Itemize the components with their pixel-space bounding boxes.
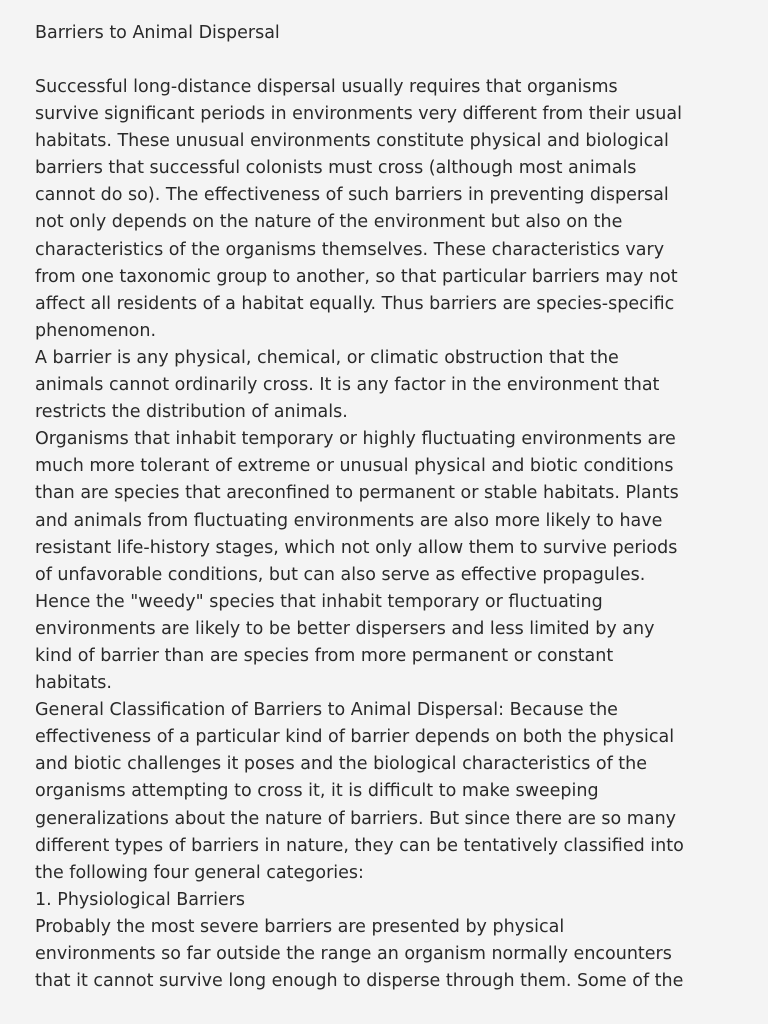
text-line: organisms attempting to cross it, it is difficult to make sweeping xyxy=(35,781,599,802)
text-line: different types of barriers in nature, they can be tentatively classified into xyxy=(35,835,684,856)
paragraph-general-classification xyxy=(35,697,748,887)
text-line: General Classification of Barriers to Animal Dispersal: Because the xyxy=(35,700,618,721)
text-line: habitats. xyxy=(35,673,112,694)
text-line: Hence the "weedy" species that inhabit temporary or fluctuating xyxy=(35,591,603,612)
section-heading-physiological-barriers xyxy=(35,887,748,914)
paragraph-physiological-barriers xyxy=(35,914,748,995)
text-line: the following four general categories: xyxy=(35,862,364,883)
text-line: than are species that areconfined to permanent or stable habitats. Plants xyxy=(35,483,679,504)
text-line: cannot do so). The effectiveness of such barriers in preventing dispersal xyxy=(35,185,669,206)
text-line: resistant life-history stages, which not only allow them to survive periods xyxy=(35,537,678,558)
text-line: generalizations about the nature of barriers. But since there are so many xyxy=(35,808,677,829)
text-line: Organisms that inhabit temporary or highly fluctuating environments are xyxy=(35,429,676,450)
text-line: survive significant periods in environments very different from their usual xyxy=(35,104,682,125)
text-line: barriers that successful colonists must cross (although most animals xyxy=(35,158,637,179)
text-line: of unfavorable conditions, but can also serve as effective propagules. xyxy=(35,564,646,585)
text-line: much more tolerant of extreme or unusual physical and biotic conditions xyxy=(35,456,674,477)
text-line: that it cannot survive long enough to disperse through them. Some of the xyxy=(35,971,684,992)
text-line: characteristics of the organisms themselves. These characteristics vary xyxy=(35,239,665,260)
text-line: A barrier is any physical, chemical, or climatic obstruction that the xyxy=(35,347,619,368)
text-line: not only depends on the nature of the environment but also on the xyxy=(35,212,623,233)
text-line: restricts the distribution of animals. xyxy=(35,402,348,423)
paragraph-fluctuating-environments xyxy=(35,426,748,697)
text-line: effectiveness of a particular kind of barrier depends on both the physical xyxy=(35,727,675,748)
text-line: animals cannot ordinarily cross. It is any factor in the environment that xyxy=(35,375,660,396)
text-line: affect all residents of a habitat equally. Thus barriers are species-specific xyxy=(35,293,675,314)
text-line: and biotic challenges it poses and the biological characteristics of the xyxy=(35,754,648,775)
text-line: and animals from fluctuating environments are also more likely to have xyxy=(35,510,663,531)
document-title: Barriers to Animal Dispersal xyxy=(35,23,280,43)
text-line: phenomenon. xyxy=(35,320,157,341)
text-line: habitats. These unusual environments constitute physical and biological xyxy=(35,131,669,152)
text-line: 1. Physiological Barriers xyxy=(35,889,246,910)
text-line: Probably the most severe barriers are presented by physical xyxy=(35,916,565,937)
paragraph-barrier-definition xyxy=(35,345,748,426)
text-line: Successful long-distance dispersal usually requires that organisms xyxy=(35,77,618,97)
text-line: environments are likely to be better dispersers and less limited by any xyxy=(35,618,655,639)
text-line: environments so far outside the range an organism normally encounters xyxy=(35,944,672,964)
text-line: kind of barrier than are species from more permanent or constant xyxy=(35,645,614,666)
text-line: from one taxonomic group to another, so that particular barriers may not xyxy=(35,266,678,287)
paragraph-dispersal-intro xyxy=(35,74,748,345)
